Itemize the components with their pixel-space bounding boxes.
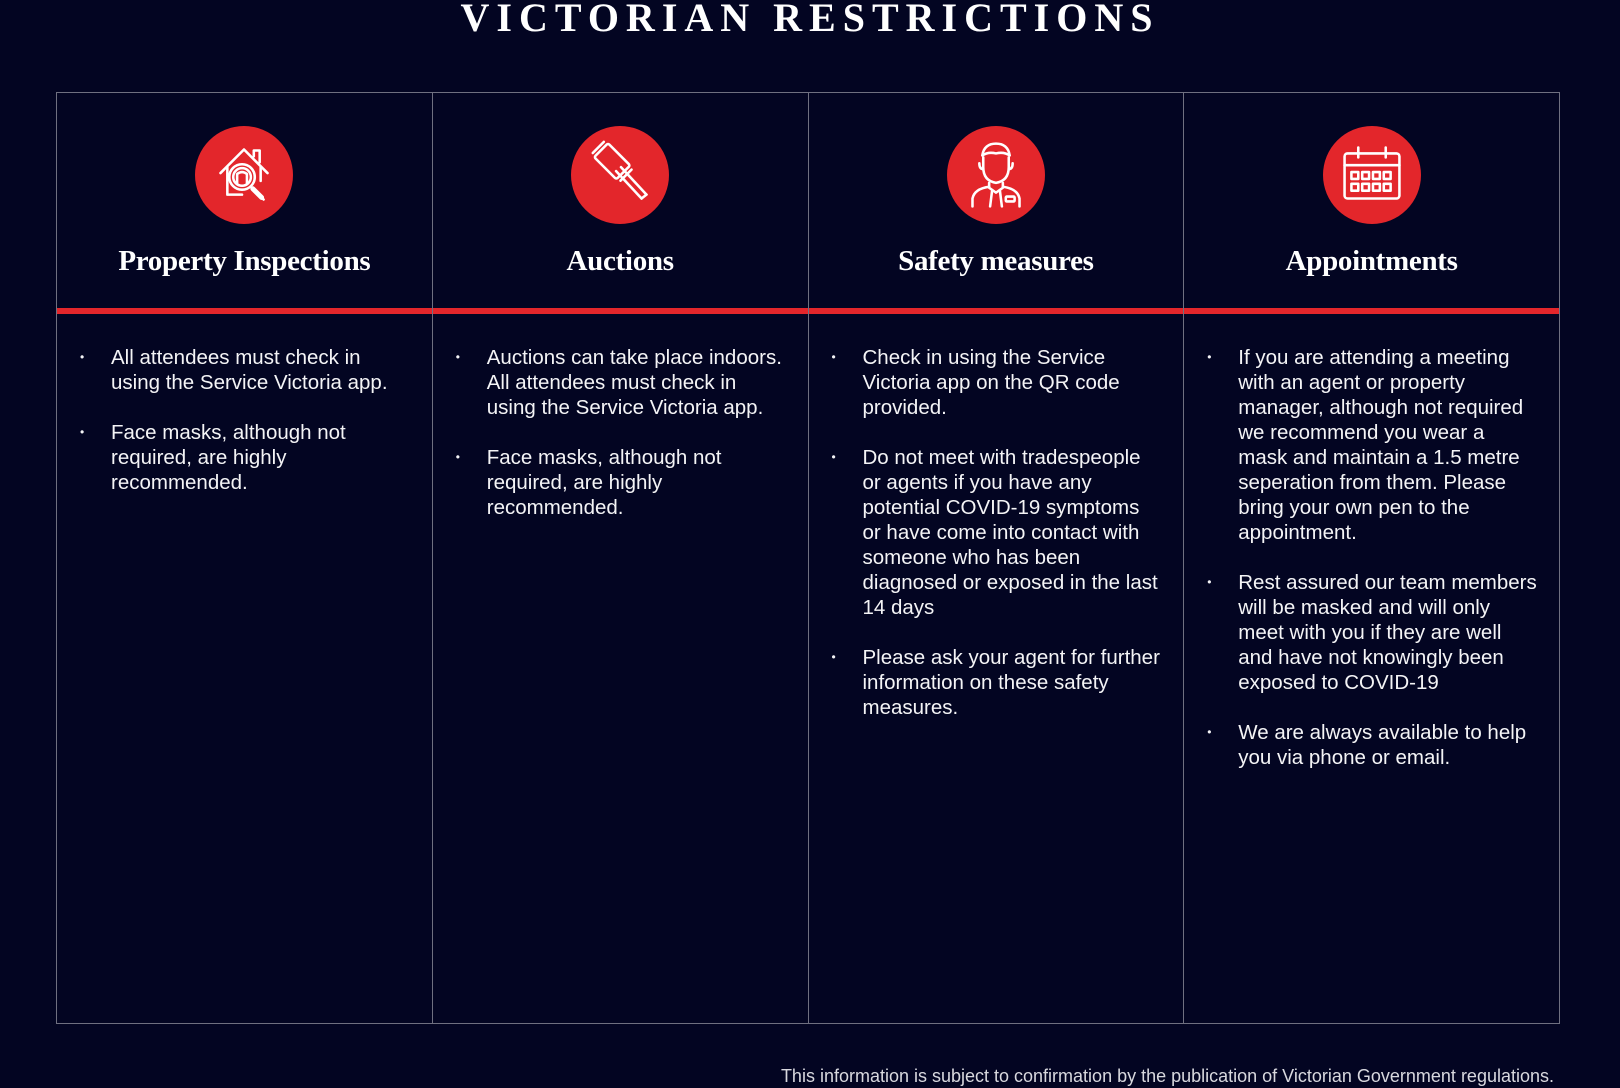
column-header [1184, 93, 1559, 314]
column-header [809, 93, 1184, 314]
column-appointments [1184, 93, 1559, 1023]
list-item: • We are always available to help you via phone or email. [1238, 720, 1537, 770]
house-search-icon [195, 126, 293, 224]
list-item: • Face masks, although not required, are highly recommended. [487, 445, 786, 520]
restrictions-grid [56, 92, 1560, 1024]
footer-disclaimer: This information is subject to confirmation by the publication of Victorian Government regulations. [780, 1066, 1554, 1086]
column-heading: Appointments [1285, 245, 1458, 277]
column-safety-measures [809, 93, 1185, 1023]
bullet-list [57, 314, 432, 495]
page-title: VICTORIAN RESTRICTIONS [460, 0, 1160, 40]
list-item: • Please ask your agent for further information on these safety measures. [863, 645, 1162, 720]
column-header [57, 93, 432, 314]
bullet-list [809, 314, 1184, 720]
list-item: • All attendees must check in using the Service Victoria app. [111, 345, 410, 395]
gavel-icon [571, 126, 669, 224]
list-item: • Auctions can take place indoors. All attendees must check in using the Service Victoria app. [487, 345, 786, 420]
list-item: • Rest assured our team members will be masked and will only meet with you if they are well and have not knowingly been exposed to COVID-19 [1238, 570, 1537, 695]
column-property-inspections [57, 93, 433, 1023]
column-header [433, 93, 808, 314]
list-item: • Face masks, although not required, are highly recommended. [111, 420, 410, 495]
person-icon [947, 126, 1045, 224]
bullet-list [433, 314, 808, 520]
list-item: • If you are attending a meeting with an agent or property manager, although not required we recommend you wear a mask and maintain a 1.5 metre seperation from them. Please bring your own pen to the appointment. [1238, 345, 1537, 545]
list-item: • Do not meet with tradespeople or agents if you have any potential COVID-19 symptoms or have come into contact with someone who has been diagnosed or exposed in the last 14 days [863, 445, 1162, 620]
list-item: • Check in using the Service Victoria app on the QR code provided. [863, 345, 1162, 420]
bullet-list [1184, 314, 1559, 770]
calendar-icon [1323, 126, 1421, 224]
column-heading: Auctions [566, 245, 674, 277]
column-heading: Property Inspections [118, 245, 371, 277]
column-auctions [433, 93, 809, 1023]
column-heading: Safety measures [898, 245, 1094, 277]
